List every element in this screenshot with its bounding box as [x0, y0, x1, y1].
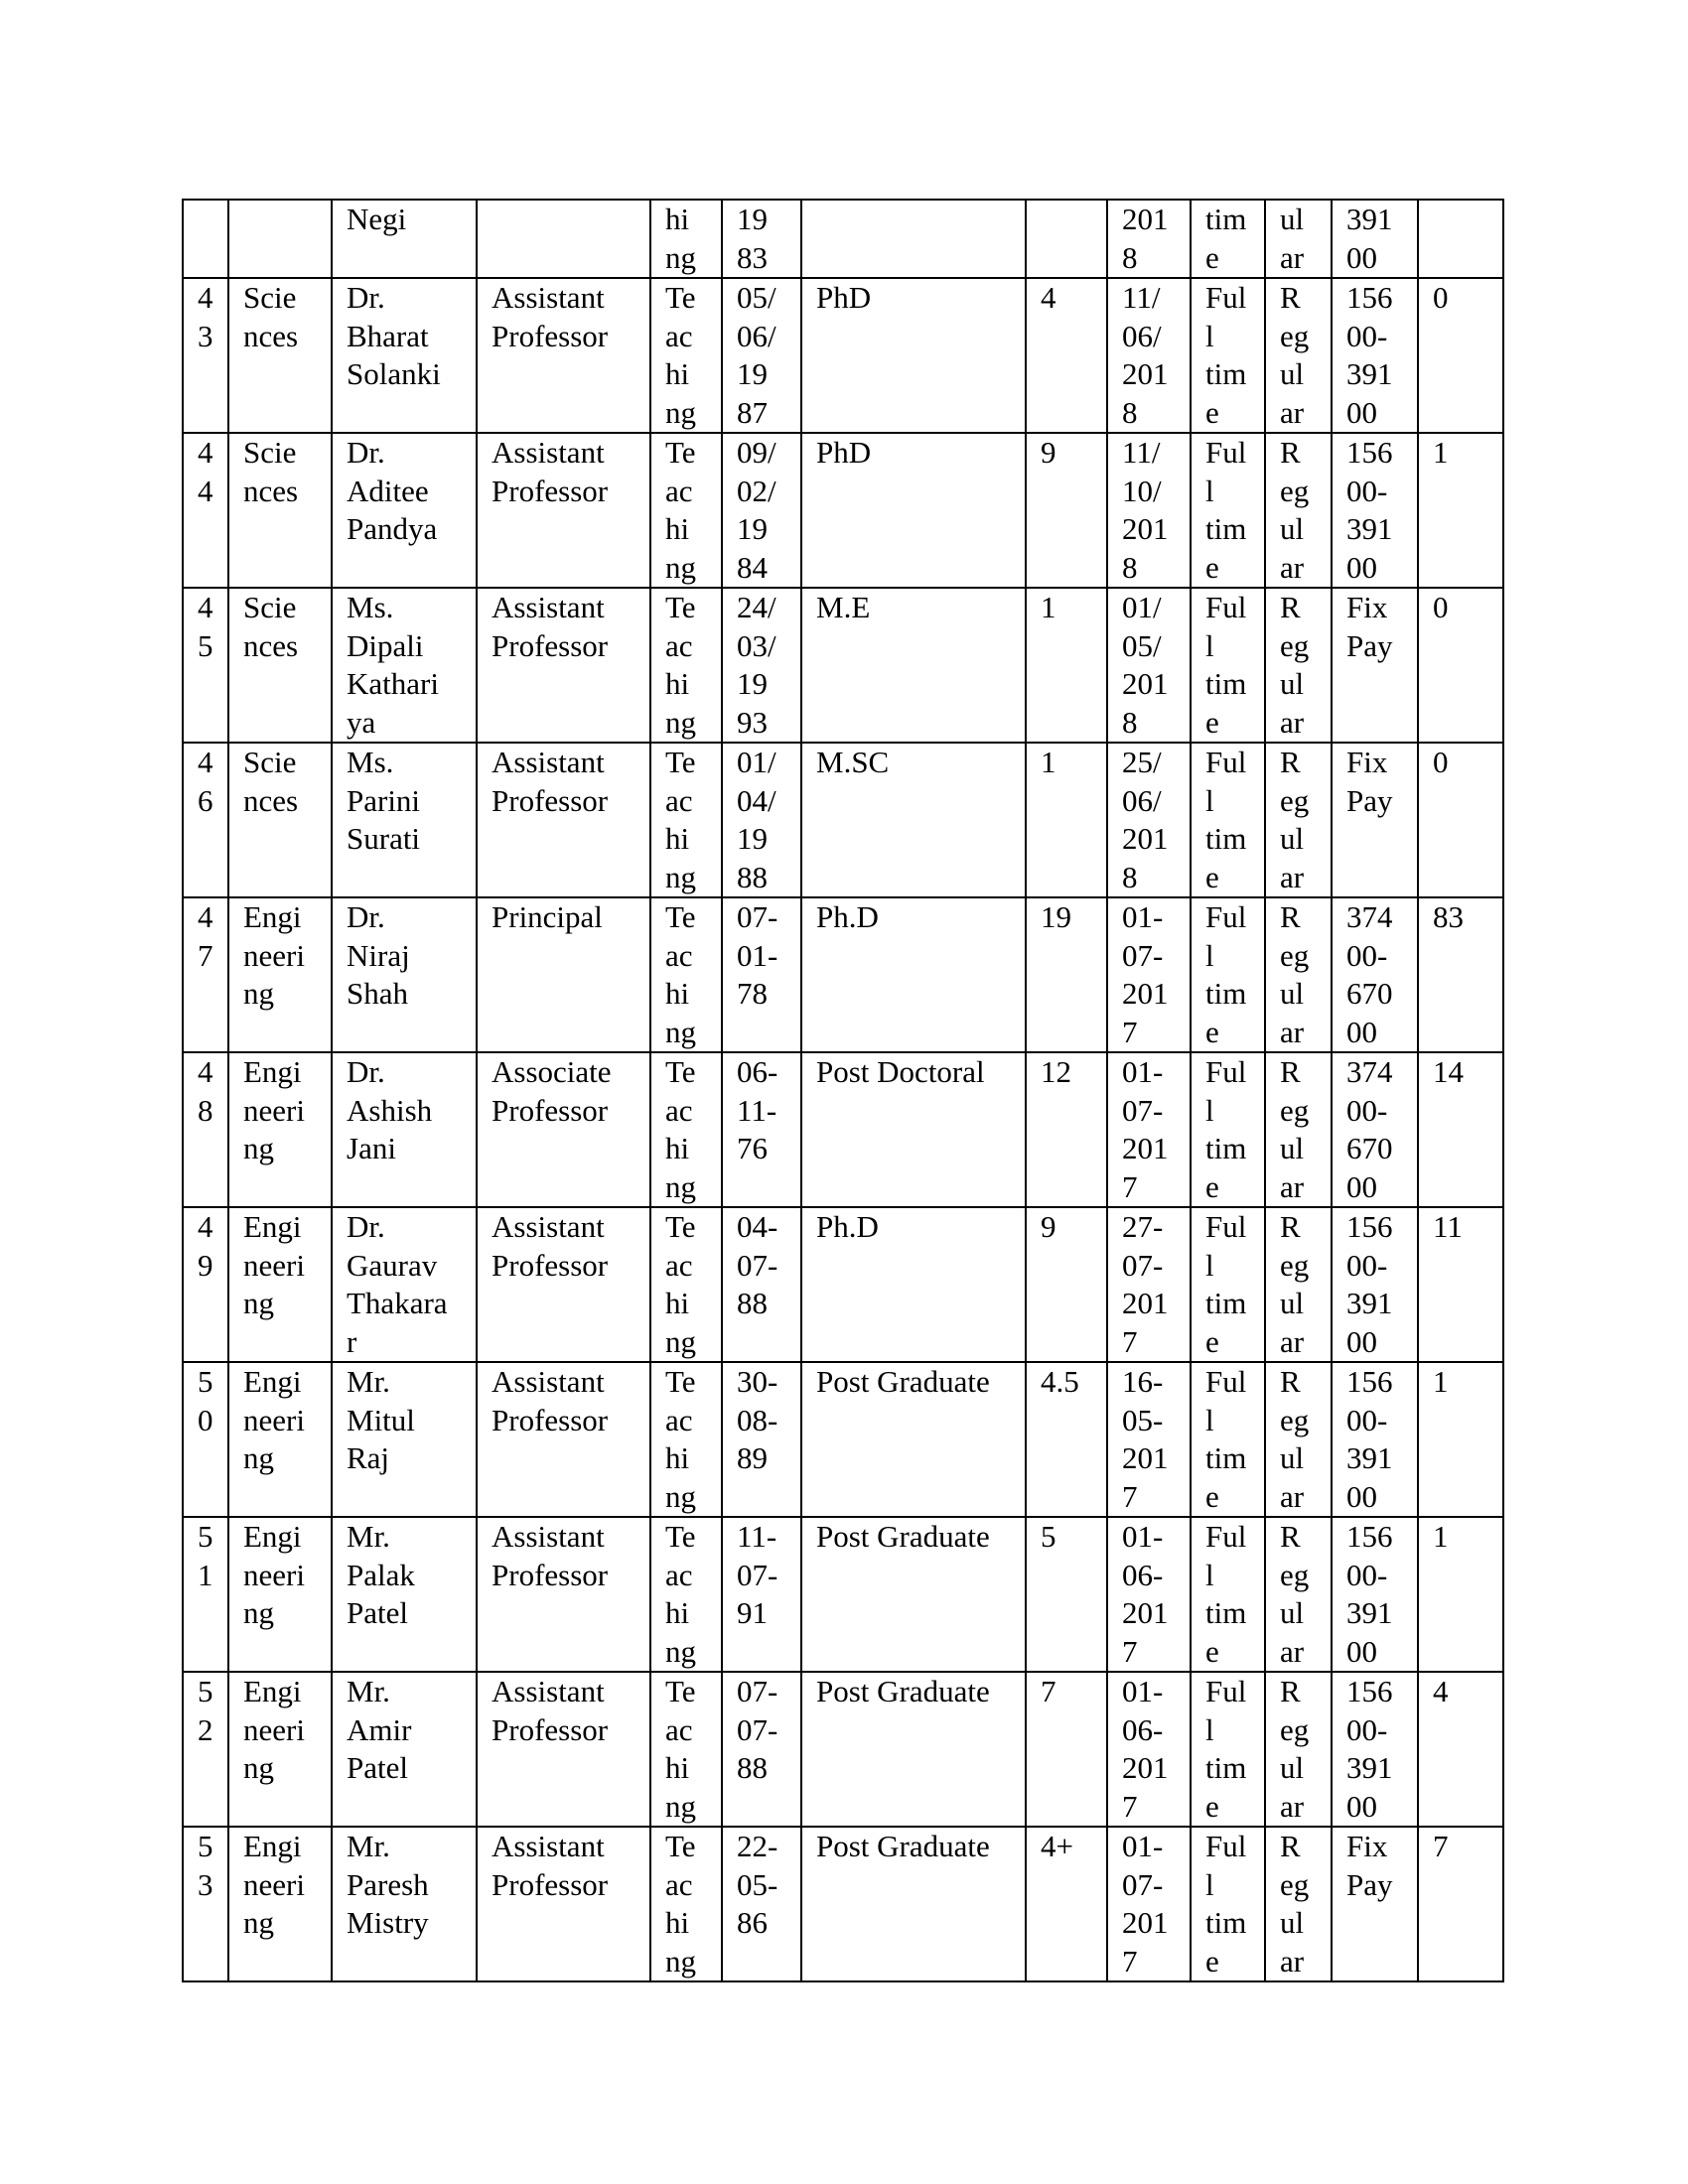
table-row	[183, 1362, 1503, 1517]
employment-type-cell: Ful l tim e	[1191, 1672, 1265, 1827]
papers-cell: 7	[1418, 1827, 1503, 1981]
status-cell: R eg ul ar	[1265, 743, 1332, 897]
designation-cell	[477, 200, 650, 278]
name-cell: Ms. Parini Surati	[332, 743, 477, 897]
experience-cell: 12	[1026, 1052, 1107, 1207]
experience-cell: 1	[1026, 743, 1107, 897]
qualification-cell	[801, 200, 1026, 278]
name-cell: Mr. Mitul Raj	[332, 1362, 477, 1517]
qualification-cell: PhD	[801, 278, 1026, 433]
date-of-birth-cell: 09/ 02/ 19 84	[722, 433, 801, 588]
date-of-birth-cell: 01/ 04/ 19 88	[722, 743, 801, 897]
serial-number-cell: 4 6	[183, 743, 228, 897]
table-row	[183, 200, 1503, 278]
designation-cell: Assistant Professor	[477, 278, 650, 433]
department-cell: Scie nces	[228, 433, 332, 588]
date-of-birth-cell: 07- 07- 88	[722, 1672, 801, 1827]
name-cell: Ms. Dipali Kathari ya	[332, 588, 477, 743]
serial-number-cell: 4 9	[183, 1207, 228, 1362]
staff-table	[182, 199, 1504, 1982]
status-cell: R eg ul ar	[1265, 1052, 1332, 1207]
serial-number-cell: 5 0	[183, 1362, 228, 1517]
pay-scale-cell: 156 00- 391 00	[1332, 1672, 1418, 1827]
experience-cell: 5	[1026, 1517, 1107, 1672]
status-cell: R eg ul ar	[1265, 1517, 1332, 1672]
department-cell: Engi neeri ng	[228, 1207, 332, 1362]
employment-type-cell: Ful l tim e	[1191, 897, 1265, 1052]
appointment-nature-cell: Te ac hi ng	[650, 1517, 722, 1672]
appointment-nature-cell: hi ng	[650, 200, 722, 278]
pay-scale-cell: 156 00- 391 00	[1332, 278, 1418, 433]
serial-number-cell: 4 3	[183, 278, 228, 433]
table-row	[183, 1827, 1503, 1981]
status-cell: R eg ul ar	[1265, 897, 1332, 1052]
name-cell: Dr. Ashish Jani	[332, 1052, 477, 1207]
pay-scale-cell: Fix Pay	[1332, 588, 1418, 743]
designation-cell: Assistant Professor	[477, 1672, 650, 1827]
status-cell: ul ar	[1265, 200, 1332, 278]
table-row	[183, 897, 1503, 1052]
designation-cell: Principal	[477, 897, 650, 1052]
joining-date-cell: 25/ 06/ 201 8	[1107, 743, 1191, 897]
papers-cell: 0	[1418, 278, 1503, 433]
name-cell: Dr. Gaurav Thakara r	[332, 1207, 477, 1362]
employment-type-cell: Ful l tim e	[1191, 1827, 1265, 1981]
pay-scale-cell: 374 00- 670 00	[1332, 897, 1418, 1052]
status-cell: R eg ul ar	[1265, 1207, 1332, 1362]
table-row	[183, 278, 1503, 433]
department-cell: Engi neeri ng	[228, 1672, 332, 1827]
pay-scale-cell: Fix Pay	[1332, 1827, 1418, 1981]
pay-scale-cell: 156 00- 391 00	[1332, 1207, 1418, 1362]
serial-number-cell: 5 3	[183, 1827, 228, 1981]
name-cell: Negi	[332, 200, 477, 278]
qualification-cell: Post Graduate	[801, 1517, 1026, 1672]
designation-cell: Assistant Professor	[477, 588, 650, 743]
table-row	[183, 1517, 1503, 1672]
experience-cell: 19	[1026, 897, 1107, 1052]
department-cell: Engi neeri ng	[228, 1052, 332, 1207]
appointment-nature-cell: Te ac hi ng	[650, 433, 722, 588]
pay-scale-cell: 391 00	[1332, 200, 1418, 278]
papers-cell: 0	[1418, 588, 1503, 743]
employment-type-cell: Ful l tim e	[1191, 1362, 1265, 1517]
qualification-cell: Post Graduate	[801, 1672, 1026, 1827]
papers-cell: 0	[1418, 743, 1503, 897]
status-cell: R eg ul ar	[1265, 433, 1332, 588]
papers-cell: 1	[1418, 1362, 1503, 1517]
appointment-nature-cell: Te ac hi ng	[650, 1207, 722, 1362]
papers-cell: 11	[1418, 1207, 1503, 1362]
status-cell: R eg ul ar	[1265, 278, 1332, 433]
department-cell: Engi neeri ng	[228, 1517, 332, 1672]
employment-type-cell: Ful l tim e	[1191, 1052, 1265, 1207]
qualification-cell: Post Graduate	[801, 1362, 1026, 1517]
papers-cell: 4	[1418, 1672, 1503, 1827]
employment-type-cell: Ful l tim e	[1191, 588, 1265, 743]
papers-cell: 14	[1418, 1052, 1503, 1207]
serial-number-cell: 5 2	[183, 1672, 228, 1827]
employment-type-cell: tim e	[1191, 200, 1265, 278]
department-cell: Engi neeri ng	[228, 1827, 332, 1981]
experience-cell	[1026, 200, 1107, 278]
table-row	[183, 433, 1503, 588]
date-of-birth-cell: 22- 05- 86	[722, 1827, 801, 1981]
serial-number-cell: 4 7	[183, 897, 228, 1052]
serial-number-cell: 5 1	[183, 1517, 228, 1672]
designation-cell: Assistant Professor	[477, 1517, 650, 1672]
date-of-birth-cell: 24/ 03/ 19 93	[722, 588, 801, 743]
qualification-cell: Ph.D	[801, 897, 1026, 1052]
department-cell: Scie nces	[228, 588, 332, 743]
employment-type-cell: Ful l tim e	[1191, 278, 1265, 433]
status-cell: R eg ul ar	[1265, 1672, 1332, 1827]
joining-date-cell: 11/ 10/ 201 8	[1107, 433, 1191, 588]
serial-number-cell: 4 8	[183, 1052, 228, 1207]
name-cell: Dr. Bharat Solanki	[332, 278, 477, 433]
pay-scale-cell: 156 00- 391 00	[1332, 433, 1418, 588]
appointment-nature-cell: Te ac hi ng	[650, 743, 722, 897]
date-of-birth-cell: 11- 07- 91	[722, 1517, 801, 1672]
appointment-nature-cell: Te ac hi ng	[650, 1362, 722, 1517]
joining-date-cell: 16- 05- 201 7	[1107, 1362, 1191, 1517]
date-of-birth-cell: 19 83	[722, 200, 801, 278]
qualification-cell: M.SC	[801, 743, 1026, 897]
joining-date-cell: 11/ 06/ 201 8	[1107, 278, 1191, 433]
date-of-birth-cell: 06- 11- 76	[722, 1052, 801, 1207]
appointment-nature-cell: Te ac hi ng	[650, 1827, 722, 1981]
experience-cell: 9	[1026, 1207, 1107, 1362]
joining-date-cell: 01- 07- 201 7	[1107, 897, 1191, 1052]
name-cell: Dr. Aditee Pandya	[332, 433, 477, 588]
designation-cell: Assistant Professor	[477, 743, 650, 897]
employment-type-cell: Ful l tim e	[1191, 433, 1265, 588]
department-cell: Engi neeri ng	[228, 1362, 332, 1517]
name-cell: Mr. Palak Patel	[332, 1517, 477, 1672]
designation-cell: Assistant Professor	[477, 1207, 650, 1362]
department-cell	[228, 200, 332, 278]
table-row	[183, 588, 1503, 743]
papers-cell: 1	[1418, 433, 1503, 588]
papers-cell: 1	[1418, 1517, 1503, 1672]
appointment-nature-cell: Te ac hi ng	[650, 1052, 722, 1207]
appointment-nature-cell: Te ac hi ng	[650, 897, 722, 1052]
department-cell: Engi neeri ng	[228, 897, 332, 1052]
date-of-birth-cell: 07- 01- 78	[722, 897, 801, 1052]
joining-date-cell: 01- 07- 201 7	[1107, 1052, 1191, 1207]
date-of-birth-cell: 04- 07- 88	[722, 1207, 801, 1362]
papers-cell	[1418, 200, 1503, 278]
table-row	[183, 743, 1503, 897]
date-of-birth-cell: 30- 08- 89	[722, 1362, 801, 1517]
pay-scale-cell: 156 00- 391 00	[1332, 1362, 1418, 1517]
serial-number-cell: 4 5	[183, 588, 228, 743]
experience-cell: 1	[1026, 588, 1107, 743]
experience-cell: 4	[1026, 278, 1107, 433]
designation-cell: Associate Professor	[477, 1052, 650, 1207]
joining-date-cell: 201 8	[1107, 200, 1191, 278]
table-row	[183, 1052, 1503, 1207]
department-cell: Scie nces	[228, 743, 332, 897]
status-cell: R eg ul ar	[1265, 588, 1332, 743]
papers-cell: 83	[1418, 897, 1503, 1052]
date-of-birth-cell: 05/ 06/ 19 87	[722, 278, 801, 433]
status-cell: R eg ul ar	[1265, 1362, 1332, 1517]
employment-type-cell: Ful l tim e	[1191, 1517, 1265, 1672]
name-cell: Mr. Amir Patel	[332, 1672, 477, 1827]
pay-scale-cell: 156 00- 391 00	[1332, 1517, 1418, 1672]
joining-date-cell: 01- 06- 201 7	[1107, 1672, 1191, 1827]
appointment-nature-cell: Te ac hi ng	[650, 1672, 722, 1827]
experience-cell: 4+	[1026, 1827, 1107, 1981]
serial-number-cell: 4 4	[183, 433, 228, 588]
experience-cell: 4.5	[1026, 1362, 1107, 1517]
qualification-cell: Post Graduate	[801, 1827, 1026, 1981]
qualification-cell: Ph.D	[801, 1207, 1026, 1362]
serial-number-cell	[183, 200, 228, 278]
pay-scale-cell: 374 00- 670 00	[1332, 1052, 1418, 1207]
table-row	[183, 1207, 1503, 1362]
department-cell: Scie nces	[228, 278, 332, 433]
experience-cell: 7	[1026, 1672, 1107, 1827]
qualification-cell: PhD	[801, 433, 1026, 588]
appointment-nature-cell: Te ac hi ng	[650, 588, 722, 743]
status-cell: R eg ul ar	[1265, 1827, 1332, 1981]
designation-cell: Assistant Professor	[477, 1827, 650, 1981]
qualification-cell: M.E	[801, 588, 1026, 743]
qualification-cell: Post Doctoral	[801, 1052, 1026, 1207]
appointment-nature-cell: Te ac hi ng	[650, 278, 722, 433]
table-row	[183, 1672, 1503, 1827]
name-cell: Dr. Niraj Shah	[332, 897, 477, 1052]
designation-cell: Assistant Professor	[477, 433, 650, 588]
joining-date-cell: 01- 07- 201 7	[1107, 1827, 1191, 1981]
joining-date-cell: 27- 07- 201 7	[1107, 1207, 1191, 1362]
employment-type-cell: Ful l tim e	[1191, 1207, 1265, 1362]
joining-date-cell: 01/ 05/ 201 8	[1107, 588, 1191, 743]
joining-date-cell: 01- 06- 201 7	[1107, 1517, 1191, 1672]
designation-cell: Assistant Professor	[477, 1362, 650, 1517]
experience-cell: 9	[1026, 433, 1107, 588]
table-body	[183, 200, 1503, 1981]
employment-type-cell: Ful l tim e	[1191, 743, 1265, 897]
pay-scale-cell: Fix Pay	[1332, 743, 1418, 897]
name-cell: Mr. Paresh Mistry	[332, 1827, 477, 1981]
